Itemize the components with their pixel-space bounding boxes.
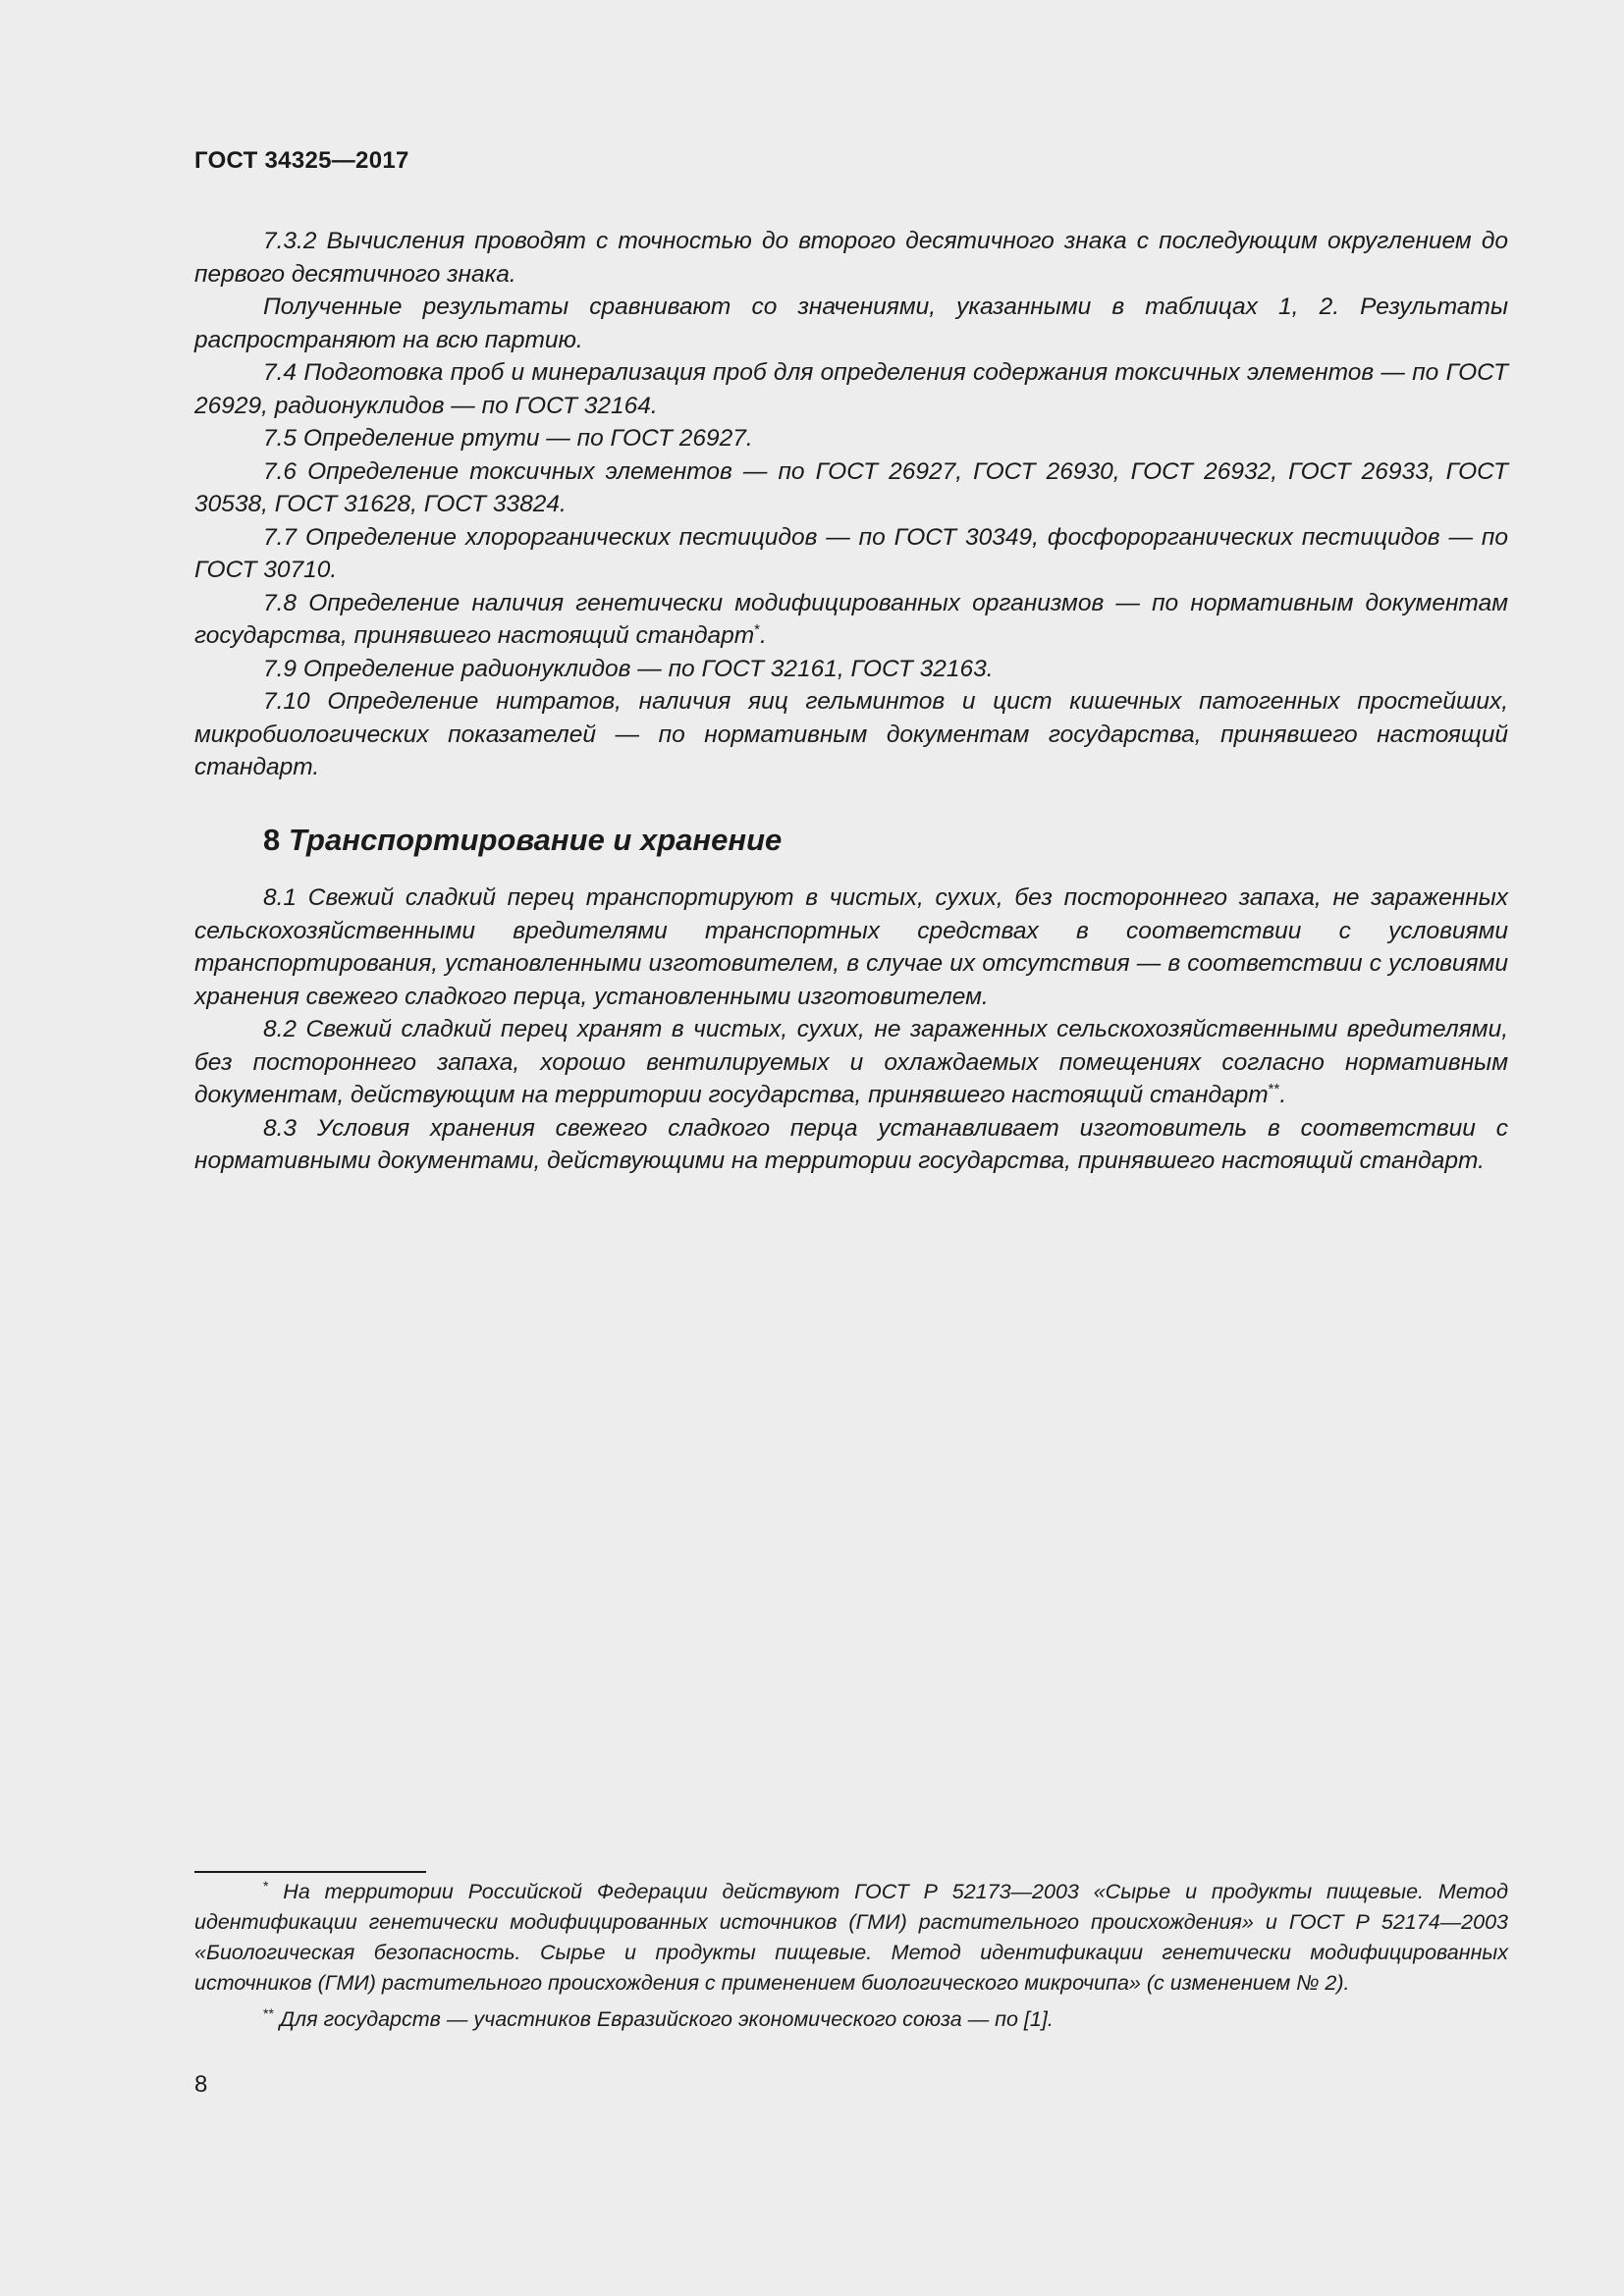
footnote-2: [194, 2004, 1508, 2035]
section-8-heading: [263, 823, 782, 858]
paragraph-results: Полученные результаты сравнивают со значениями, указанными в таблицах 1, 2. Результаты распространяют на всю партию.: [194, 294, 1508, 353]
footnote-2-text: Для государств — участников Евразийского экономического союза — по [1].: [279, 2007, 1054, 2031]
section-8-text: [194, 881, 1508, 1178]
paragraph-7-10: 7.10 Определение нитратов, наличия яиц гельминтов и цист кишечных патогенных простейших, микробиологических показателей — по нормативным документам государства, принявшего настоящий стандарт.: [194, 688, 1508, 780]
paragraph-7-6: 7.6 Определение токсичных элементов — по ГОСТ 26927, ГОСТ 26930, ГОСТ 26932, ГОСТ 26933, ГОСТ 30538, ГОСТ 31628, ГОСТ 33824.: [194, 457, 1508, 517]
paragraph-8-2: [194, 1013, 1508, 1112]
paragraph-8-1: 8.1 Свежий сладкий перец транспортируют в чистых, сухих, без постороннего запаха, не зараженных сельскохозяйственными вредителями транспортных средствах в соответствии с условиями транспортирования, установленными изготовителем, в случае их отсутствия — в соответствии с условиями хранения свежего сладкого перца, установленными изготовителем.: [194, 884, 1508, 1010]
paragraph-8-3: 8.3 Условия хранения свежего сладкого перца устанавливает изготовитель в соответствии с нормативными документами, действующими на территории государства, принявшего настоящий стандарт.: [194, 1114, 1508, 1174]
paragraph-8-2-text: 8.2 Свежий сладкий перец хранят в чистых, сухих, не зараженных сельскохозяйственными вредителями, без постороннего запаха, хорошо вентилируемых и охлаждаемых помещениях согласно нормативным документам, действующим на территории государства, принявшего настоящий стандарт: [194, 1016, 1508, 1108]
footnote-1: [194, 1877, 1508, 1999]
section-8-number: 8: [263, 823, 281, 857]
page-number: 8: [194, 2071, 208, 2098]
paragraph-7-7: 7.7 Определение хлорорганических пестицидов — по ГОСТ 30349, фосфорорганических пестицидов — по ГОСТ 30710.: [194, 523, 1508, 583]
paragraph-7-3-2: 7.3.2 Вычисления проводят с точностью до второго десятичного знака с последующим округлением до первого десятичного знака.: [194, 228, 1508, 288]
footnote-divider: [194, 1871, 426, 1873]
paragraph-7-8: [194, 587, 1508, 653]
paragraph-7-8-end: .: [760, 622, 767, 649]
document-header: ГОСТ 34325—2017: [194, 147, 409, 174]
section-7-text: [194, 225, 1508, 784]
footnote-1-mark: *: [263, 1877, 269, 1894]
section-8-title: Транспортирование и хранение: [288, 823, 783, 857]
paragraph-7-5: 7.5 Определение ртути — по ГОСТ 26927.: [263, 425, 753, 452]
paragraph-7-9: 7.9 Определение радионуклидов — по ГОСТ 32161, ГОСТ 32163.: [263, 655, 994, 682]
footnote-mark-2: **: [1268, 1080, 1280, 1097]
paragraph-8-2-end: .: [1279, 1082, 1287, 1108]
paragraph-7-8-text: 7.8 Определение наличия генетически модифицированных организмов — по нормативным документам государства, принявшего настоящий стандарт: [194, 589, 1508, 649]
footnote-1-text: На территории Российской Федерации действуют ГОСТ Р 52173—2003 «Сырье и продукты пищевые. Метод идентификации генетически модифицированных источников (ГМИ) растительного происхождения» и ГОСТ Р 52174—2003 «Биологическая безопасность. Сырье и продукты пищевые. Метод идентификации генетически модифицированных источников (ГМИ) растительного происхождения с применением биологического микрочипа» (с изменением № 2).: [194, 1880, 1508, 1995]
footnotes: [194, 1877, 1508, 2041]
paragraph-7-4: 7.4 Подготовка проб и минерализация проб для определения содержания токсичных элементов — по ГОСТ 26929, радионуклидов — по ГОСТ 32164.: [194, 359, 1508, 419]
footnote-mark-1: *: [754, 620, 761, 638]
footnote-2-mark: **: [263, 2004, 274, 2021]
